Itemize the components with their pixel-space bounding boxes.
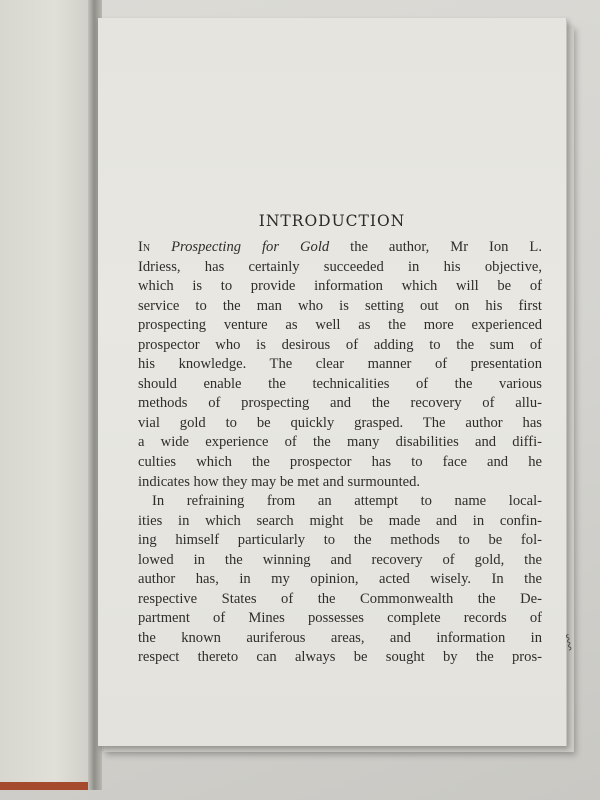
text-line: Idriess, has certainly succeeded in his objective,: [138, 258, 542, 275]
text-line: respective States of the Commonwealth the De-: [138, 590, 542, 607]
text-line: his knowledge. The clear manner of presentation: [138, 356, 542, 373]
text-line: lowed in the winning and recovery of gold, the: [138, 551, 542, 568]
text-line: indicates how they may be met and surmounted.: [138, 473, 421, 490]
text-line: should enable the technicalities of the various: [138, 375, 542, 392]
lead-word: In: [138, 239, 151, 255]
chapter-heading: INTRODUCTION: [258, 212, 406, 230]
text-line: a wide experience of the many disabilities and diffi-: [138, 434, 542, 451]
text-line: culties which the prospector has to face and he: [138, 454, 542, 471]
line-text: the author, Mr Ion L.: [329, 239, 542, 255]
text-line: the known auriferous areas, and information in: [138, 629, 542, 646]
text-line: [138, 238, 542, 258]
left-page: [0, 0, 93, 782]
text-line: methods of prospecting and the recovery of allu-: [138, 395, 542, 412]
text-line: which is to provide information which will be of: [138, 278, 542, 295]
text-line: prospecting venture as well as the more experienced: [138, 317, 542, 334]
text-line: In refraining from an attempt to name local-: [152, 493, 542, 510]
body-text: [138, 238, 542, 668]
ink-mark: ⸾: [564, 633, 573, 651]
text-line: respect thereto can always be sought by the pros-: [138, 649, 542, 666]
text-line: vial gold to be quickly grasped. The author has: [138, 414, 542, 431]
text-line: author has, in my opinion, acted wisely. In the: [138, 571, 542, 588]
text-line: prospector who is desirous of adding to the sum of: [138, 336, 542, 353]
book-title: Prospecting for Gold: [171, 239, 330, 255]
text-line: ing himself particularly to the methods to be fol-: [138, 532, 542, 549]
text-line: service to the man who is setting out on his first: [138, 297, 542, 314]
text-line: partment of Mines possesses complete records of: [138, 610, 542, 627]
text-line: ities in which search might be made and in confin-: [138, 512, 542, 529]
